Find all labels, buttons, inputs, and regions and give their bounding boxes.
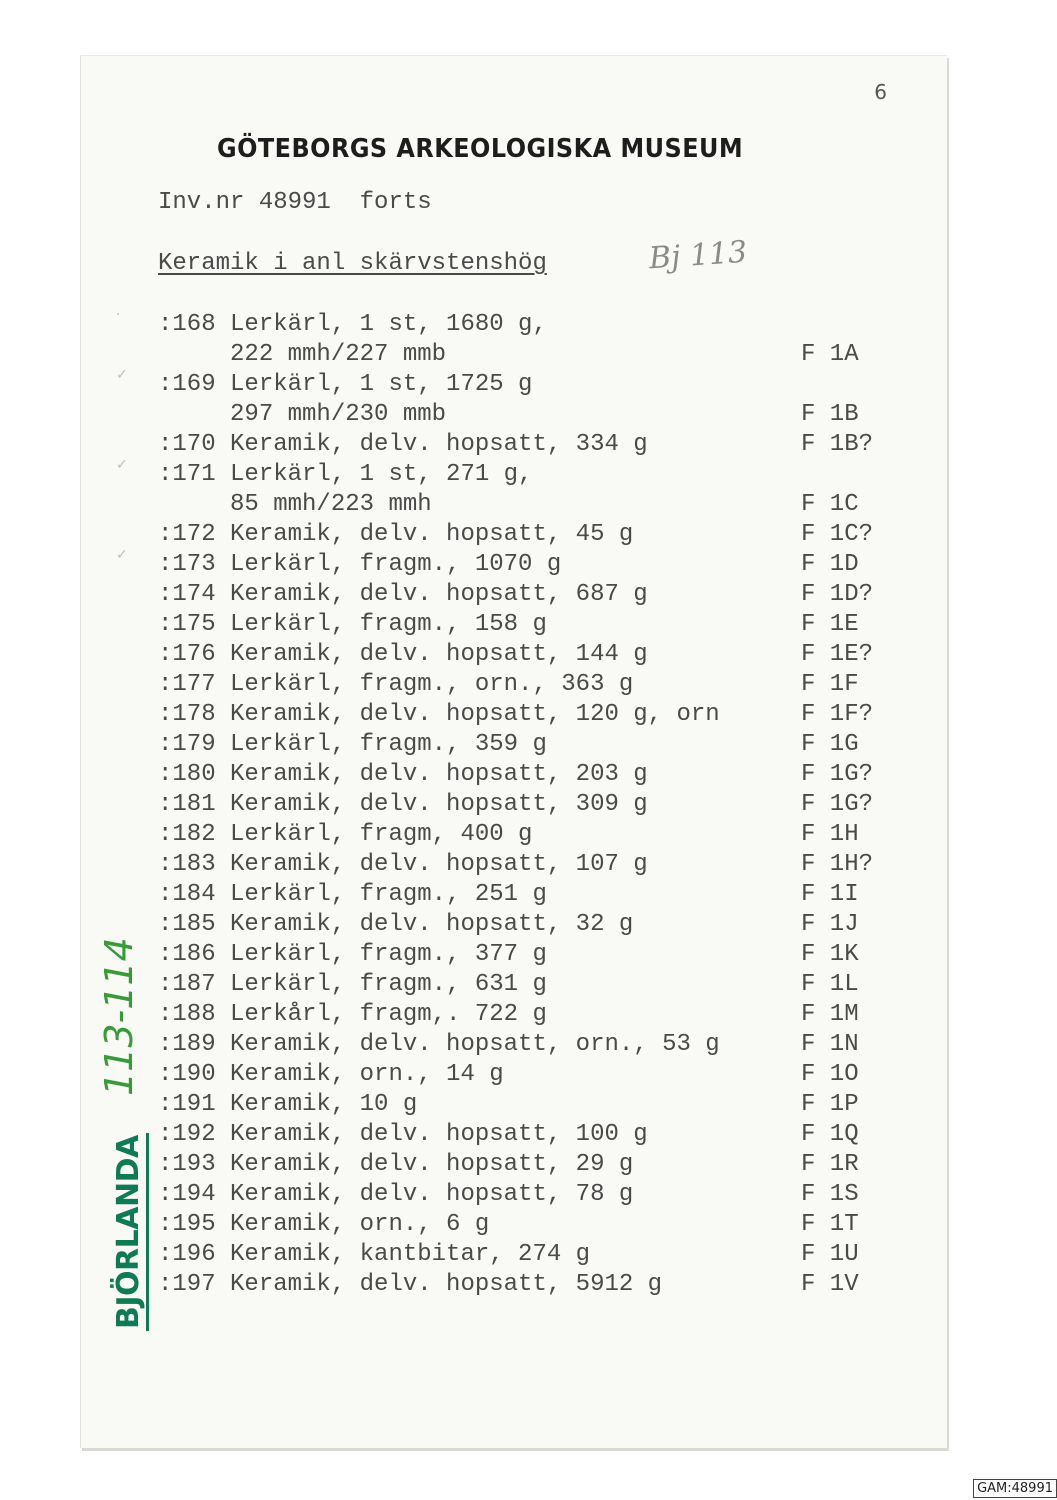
find-reference: F 1G [801, 731, 859, 758]
find-reference: F 1G? [801, 791, 874, 818]
catalog-row [158, 401, 918, 431]
find-reference: F 1J [801, 911, 859, 938]
catalog-row [158, 1031, 918, 1061]
inventory-number: Inv.nr 48991 forts [158, 189, 432, 216]
find-reference: F 1U [801, 1241, 859, 1268]
find-reference: F 1K [801, 941, 859, 968]
entry-text: :185 Keramik, delv. hopsatt, 32 g [158, 911, 634, 938]
catalog-row [158, 611, 918, 641]
catalog-row [158, 851, 918, 881]
find-reference: F 1V [801, 1271, 859, 1298]
entry-text: :197 Keramik, delv. hopsatt, 5912 g [158, 1271, 663, 1298]
entry-text: :196 Keramik, kantbitar, 274 g [158, 1241, 591, 1268]
entry-text: :177 Lerkärl, fragm., orn., 363 g [158, 671, 634, 698]
entry-text: :168 Lerkärl, 1 st, 1680 g, [158, 311, 547, 338]
entry-text: :171 Lerkärl, 1 st, 271 g, [158, 461, 533, 488]
entry-text: :194 Keramik, delv. hopsatt, 78 g [158, 1181, 634, 1208]
find-reference: F 1H [801, 821, 859, 848]
find-reference: F 1L [801, 971, 859, 998]
entry-text: :180 Keramik, delv. hopsatt, 203 g [158, 761, 648, 788]
catalog-card [80, 55, 947, 1448]
find-reference: F 1C [801, 491, 859, 518]
entry-text: :182 Lerkärl, fragm, 400 g [158, 821, 533, 848]
entry-text: :170 Keramik, delv. hopsatt, 334 g [158, 431, 648, 458]
find-reference: F 1G? [801, 761, 874, 788]
catalog-row [158, 641, 918, 671]
entry-text: :192 Keramik, delv. hopsatt, 100 g [158, 1121, 648, 1148]
catalog-row [158, 791, 918, 821]
catalog-row [158, 1271, 918, 1301]
entry-text: :184 Lerkärl, fragm., 251 g [158, 881, 547, 908]
find-reference: F 1D [801, 551, 859, 578]
find-reference: F 1B [801, 401, 859, 428]
catalog-row [158, 821, 918, 851]
entry-text: :190 Keramik, orn., 14 g [158, 1061, 504, 1088]
handwritten-reference: Bj 113 [647, 234, 749, 277]
entry-text: :178 Keramik, delv. hopsatt, 120 g, orn [158, 701, 720, 728]
section-heading: Keramik i anl skärvstenshög [158, 250, 547, 277]
entry-text: :183 Keramik, delv. hopsatt, 107 g [158, 851, 648, 878]
entry-text: :186 Lerkärl, fragm., 377 g [158, 941, 547, 968]
find-reference: F 1D? [801, 581, 874, 608]
find-reference: F 1H? [801, 851, 874, 878]
entry-text: 222 mmh/227 mmb [158, 341, 447, 368]
check-mark-icon: ✓ [116, 367, 128, 383]
catalog-row [116, 547, 918, 581]
find-reference: F 1N [801, 1031, 859, 1058]
entry-text: :172 Keramik, delv. hopsatt, 45 g [158, 521, 634, 548]
catalog-row [158, 731, 918, 761]
entry-text: :195 Keramik, orn., 6 g [158, 1211, 490, 1238]
catalog-row [158, 881, 918, 911]
entry-text: :179 Lerkärl, fragm., 359 g [158, 731, 547, 758]
catalog-row [158, 341, 918, 371]
find-reference: F 1Q [801, 1121, 859, 1148]
catalog-row [158, 1241, 918, 1271]
entry-text: :169 Lerkärl, 1 st, 1725 g [158, 371, 533, 398]
check-mark-icon: · [116, 307, 121, 323]
catalog-row [158, 431, 918, 461]
catalog-row [158, 761, 918, 791]
find-reference: F 1O [801, 1061, 859, 1088]
catalog-row [158, 1061, 918, 1091]
archive-id-label: GAM:48991 [973, 1479, 1057, 1498]
find-reference: F 1M [801, 1001, 859, 1028]
check-mark-icon: ✓ [116, 457, 128, 473]
catalog-row [158, 1121, 918, 1151]
entry-text: :181 Keramik, delv. hopsatt, 309 g [158, 791, 648, 818]
page-number: 6 [874, 80, 887, 104]
find-reference: F 1F? [801, 701, 874, 728]
find-reference: F 1F [801, 671, 859, 698]
find-reference: F 1P [801, 1091, 859, 1118]
catalog-row [158, 941, 918, 971]
entry-text: :174 Keramik, delv. hopsatt, 687 g [158, 581, 648, 608]
find-reference: F 1S [801, 1181, 859, 1208]
find-reference: F 1R [801, 1151, 859, 1178]
catalog-row [158, 581, 918, 611]
entry-text: :173 Lerkärl, fragm., 1070 g [158, 551, 562, 578]
museum-header: GÖTEBORGS ARKEOLOGISKA MUSEUM [217, 134, 744, 164]
catalog-row [158, 1181, 918, 1211]
catalog-row [116, 457, 918, 491]
catalog-row [158, 491, 918, 521]
check-mark-icon: ✓ [116, 547, 128, 563]
catalog-row [116, 307, 918, 341]
entry-text: :191 Keramik, 10 g [158, 1091, 418, 1118]
catalog-row [158, 671, 918, 701]
catalog-row [158, 1151, 918, 1181]
catalog-row [158, 1211, 918, 1241]
find-reference: F 1I [801, 881, 859, 908]
find-reference: F 1A [801, 341, 859, 368]
catalog-row [158, 1091, 918, 1121]
entry-text: :189 Keramik, delv. hopsatt, orn., 53 g [158, 1031, 720, 1058]
find-reference: F 1B? [801, 431, 874, 458]
handwritten-side-note: 113-114 [97, 937, 141, 1096]
find-reference: F 1E [801, 611, 859, 638]
catalog-row [116, 367, 918, 401]
catalog-row [158, 971, 918, 1001]
entry-text: :176 Keramik, delv. hopsatt, 144 g [158, 641, 648, 668]
catalog-row [158, 701, 918, 731]
entry-text: :187 Lerkärl, fragm., 631 g [158, 971, 547, 998]
location-stamp: BJÖRLANDA [111, 1133, 149, 1331]
entry-text: :193 Keramik, delv. hopsatt, 29 g [158, 1151, 634, 1178]
catalog-row [158, 521, 918, 551]
find-reference: F 1C? [801, 521, 874, 548]
find-reference: F 1E? [801, 641, 874, 668]
entry-text: :175 Lerkärl, fragm., 158 g [158, 611, 547, 638]
entry-text: :188 Lerkårl, fragm,. 722 g [158, 1001, 547, 1028]
entry-text: 85 mmh/223 mmh [158, 491, 432, 518]
find-reference: F 1T [801, 1211, 859, 1238]
catalog-row [158, 911, 918, 941]
catalog-row [158, 1001, 918, 1031]
entry-text: 297 mmh/230 mmb [158, 401, 447, 428]
